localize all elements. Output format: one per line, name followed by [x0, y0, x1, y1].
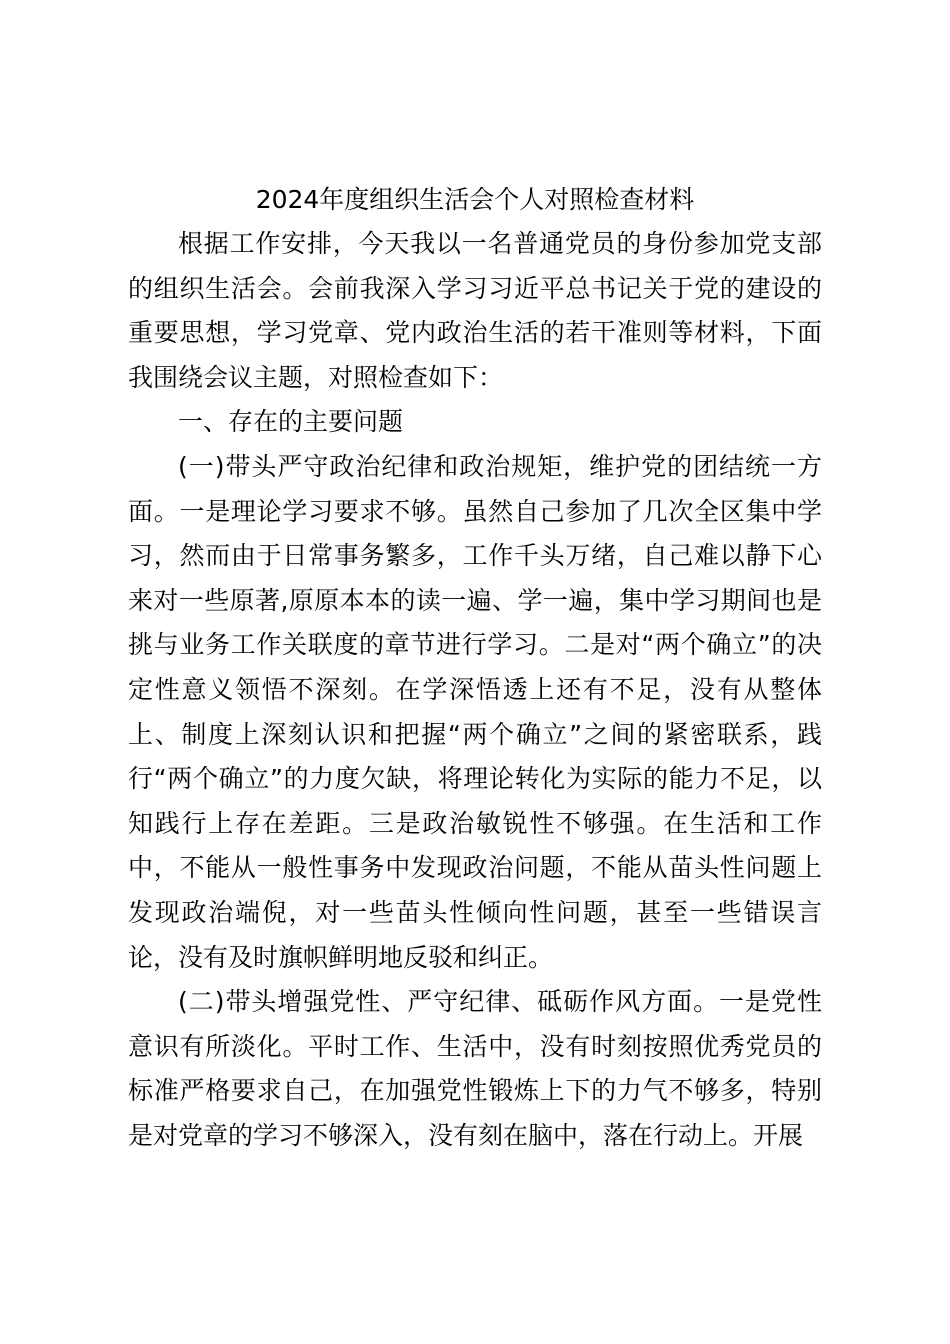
- section-heading: 一、存在的主要问题: [178, 407, 404, 437]
- document-title: 2024年度组织生活会个人对照检查材料: [255, 185, 695, 214]
- intro-paragraph: 根据工作安排，今天我以一名普通党员的身份参加党支部的组织生活会。会前我深入学习习近平总书记关于党的建设的重要思想，学习党章、党内政治生活的若干准则等材料，下面我围绕会议主题，对照检查如下：: [128, 229, 822, 392]
- body-paragraph-1: (一)带头严守政治纪律和政治规矩，维护党的团结统一方面。一是理论学习要求不够。虽然自己参加了几次全区集中学习，然而由于日常事务繁多，工作千头万绪，自己难以静下心来对一些原著,原原本本的读一遍、学一遍，集中学习期间也是挑与业务工作关联度的章节进行学习。二是对“两个确立”的决定性意义领悟不深刻。在学深悟透上还有不足，没有从整体上、制度上深刻认识和把握“两个确立”之间的紧密联系，践行“两个确立”的力度欠缺，将理论转化为实际的能力不足，以知践行上存在差距。三是政治敏锐性不够强。在生活和工作中，不能从一般性事务中发现政治问题，不能从苗头性问题上发现政治端倪，对一些苗头性倾向性问题，甚至一些错误言论，没有及时旗帜鲜明地反驳和纠正。: [128, 451, 822, 972]
- document-body: [128, 178, 822, 1158]
- body-paragraph-2: (二)带头增强党性、严守纪律、砥砺作风方面。一是党性意识有所淡化。平时工作、生活中，没有时刻按照优秀党员的标准严格要求自己，在加强党性锻炼上下的力气不够多，特别是对党章的学习不够深入，没有刻在脑中，落在行动上。开展: [128, 987, 822, 1150]
